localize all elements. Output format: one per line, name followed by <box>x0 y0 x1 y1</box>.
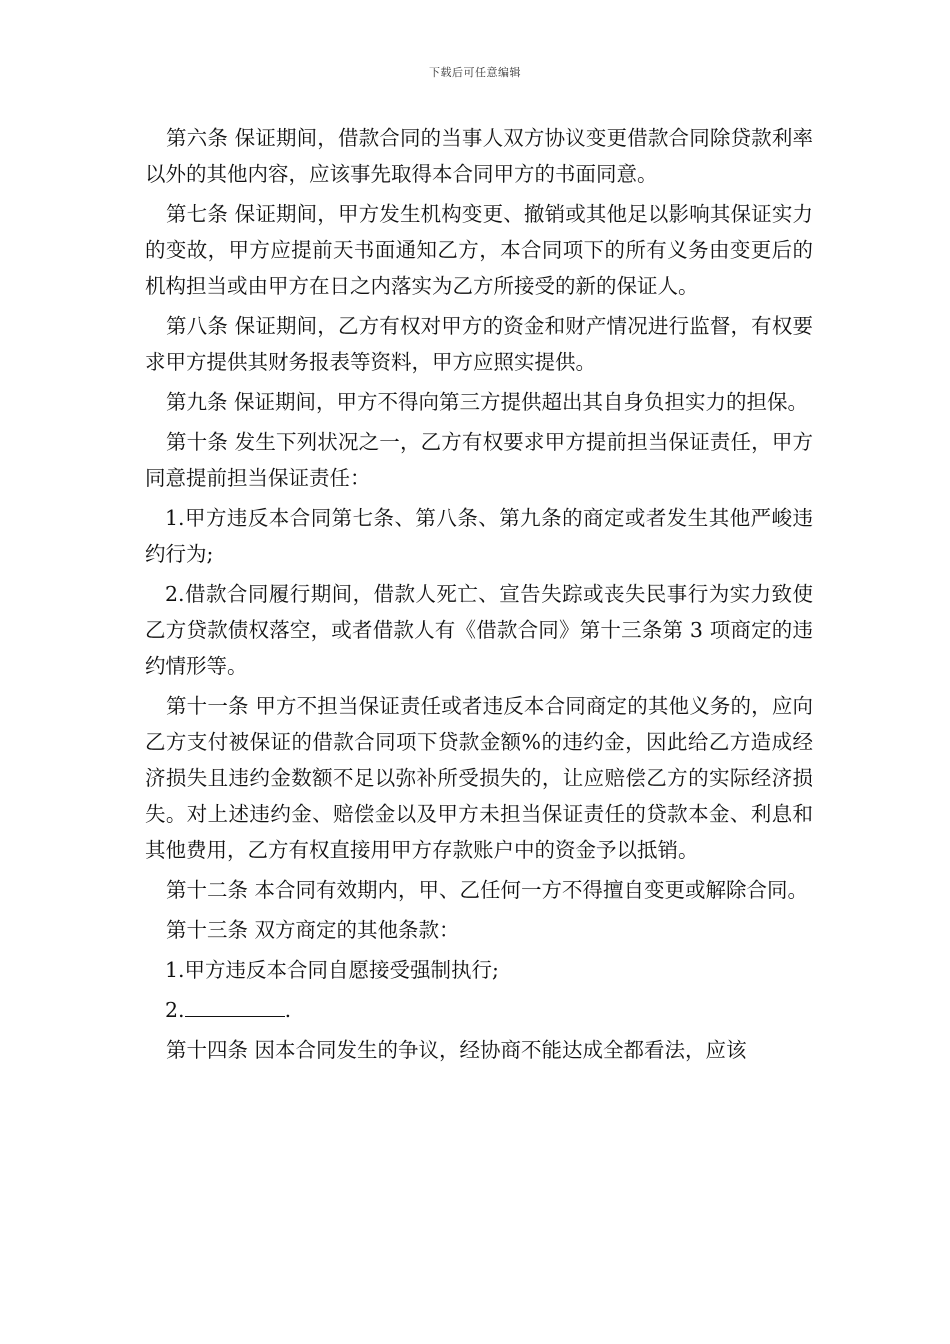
page-header-note: 下载后可任意编辑 <box>429 66 521 79</box>
article-7: 第七条 保证期间，甲方发生机构变更、撤销或其他足以影响其保证实力的变故，甲方应提前天书面通知乙方，本合同项下的所有义务由变更后的机构担当或由甲方在日之内落实为乙方所接受的新的保证人。 <box>145 202 813 298</box>
document-body <box>145 120 813 1072</box>
article-6: 第六条 保证期间，借款合同的当事人双方协议变更借款合同除贷款利率以外的其他内容，应该事先取得本合同甲方的书面同意。 <box>145 126 813 186</box>
article-13: 第十三条 双方商定的其他条款： <box>166 918 460 942</box>
article-14: 第十四条 因本合同发生的争议，经协商不能达成全都看法，应该 <box>166 1038 747 1062</box>
article-13-item-1: 1.甲方违反本合同自愿接受强制执行; <box>165 958 499 982</box>
item-2-prefix: 2. <box>165 998 185 1022</box>
article-11: 第十一条 甲方不担当保证责任或者违反本合同商定的其他义务的，应向乙方支付被保证的借款合同项下贷款金额%的违约金，因此给乙方造成经济损失且违约金数额不足以弥补所受损失的，让应赔偿乙方的实际经济损失。对上述违约金、赔偿金以及甲方未担当保证责任的贷款本金、利息和其他费用，乙方有权直接用甲方存款账户中的资金予以抵销。 <box>145 694 813 862</box>
article-10-item-2: 2.借款合同履行期间，借款人死亡、宣告失踪或丧失民事行为实力致使乙方贷款债权落空，或者借款人有《借款合同》第十三条第 3 项商定的违约情形等。 <box>145 582 813 678</box>
article-8: 第八条 保证期间，乙方有权对甲方的资金和财产情况进行监督，有权要求甲方提供其财务报表等资料，甲方应照实提供。 <box>145 314 813 374</box>
article-10: 第十条 发生下列状况之一，乙方有权要求甲方提前担当保证责任，甲方同意提前担当保证责任： <box>145 430 813 490</box>
fill-in-blank-line <box>185 996 285 1017</box>
item-2-suffix: . <box>284 998 292 1022</box>
article-12: 第十二条 本合同有效期内，甲、乙任何一方不得擅自变更或解除合同。 <box>166 878 809 902</box>
article-9: 第九条 保证期间，甲方不得向第三方提供超出其自身负担实力的担保。 <box>166 390 809 414</box>
article-13-item-2 <box>145 992 813 1028</box>
article-10-item-1: 1.甲方违反本合同第七条、第八条、第九条的商定或者发生其他严峻违约行为; <box>145 506 813 566</box>
